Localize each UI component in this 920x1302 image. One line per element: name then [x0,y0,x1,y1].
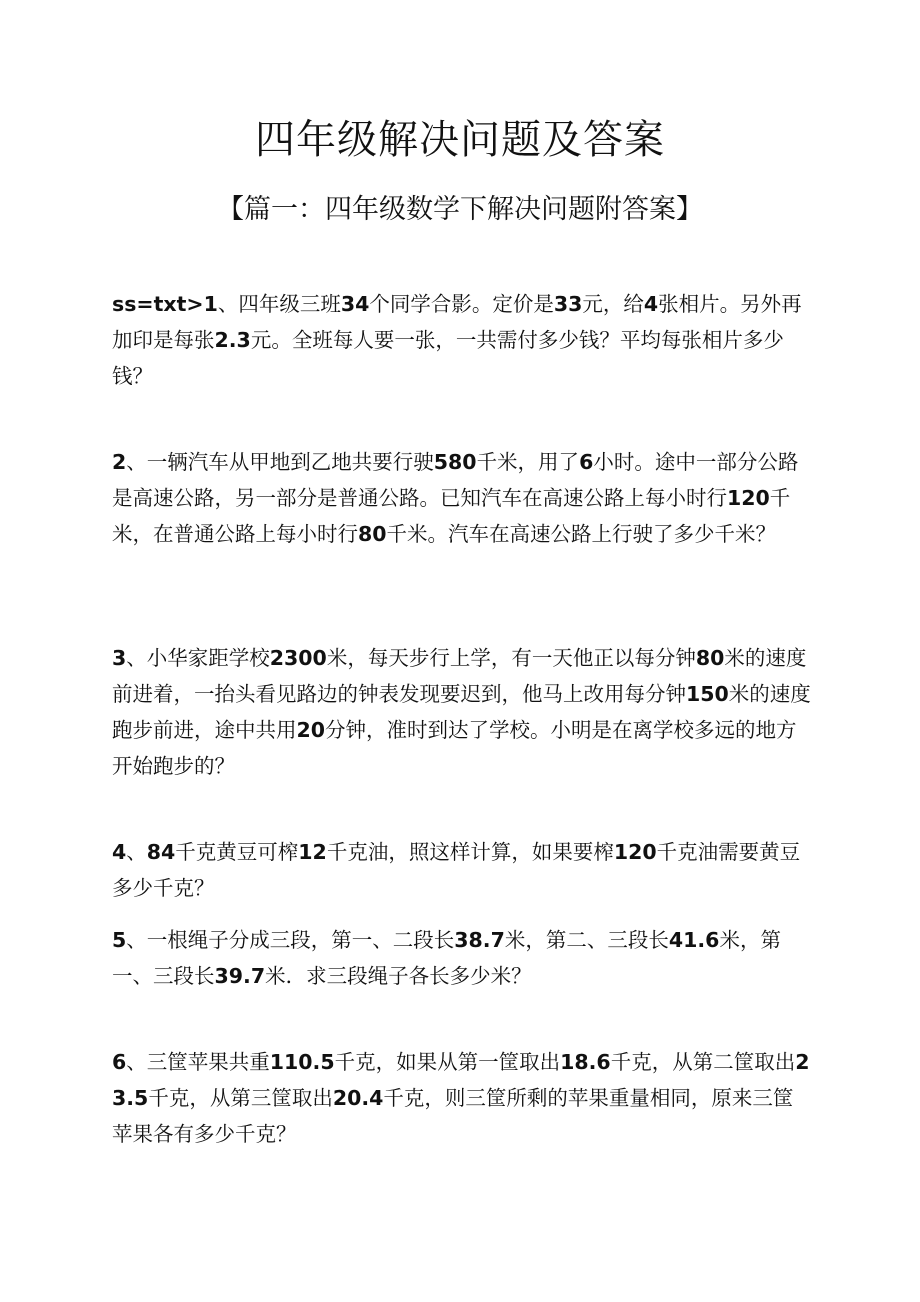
document-subtitle: 【篇一：四年级数学下解决问题附答案】 [217,194,703,225]
problem-6 [112,1044,812,1152]
problem-4 [112,834,812,906]
problem-5-text: 5、一根绳子分成三段，第一、二段长38.7米，第二、三段长41.6米，第一、三段长39.7米．求三段绳子各长多少米？ [112,928,781,988]
problem-6-text: 6、三筐苹果共重110.5千克，如果从第一筐取出18.6千克，从第二筐取出23.5千克，从第三筐取出20.4千克，则三筐所剩的苹果重量相同，原来三筐苹果各有多少千克？ [112,1050,810,1146]
document-title: 四年级解决问题及答案 [255,117,665,163]
problem-1 [112,286,812,394]
problem-3 [112,640,812,784]
problem-3-text: 3、小华家距学校2300米，每天步行上学，有一天他正以每分钟80米的速度前进着，一抬头看见路边的钟表发现要迟到，他马上改用每分钟150米的速度跑步前进，途中共用20分钟，准时到达了学校。小明是在离学校多远的地方开始跑步的？ [112,646,811,778]
problem-5 [112,922,812,994]
problem-4-text: 4、84千克黄豆可榨12千克油，照这样计算，如果要榨120千克油需要黄豆多少千克？ [112,840,801,900]
problem-2 [112,444,812,552]
problem-1-text: ss=txt>1、四年级三班34个同学合影。定价是33元，给4张相片。另外再加印是每张2.3元。全班每人要一张，一共需付多少钱？平均每张相片多少钱？ [112,292,802,388]
problem-2-text: 2、一辆汽车从甲地到乙地共要行驶580千米，用了6小时。途中一部分公路是高速公路，另一部分是普通公路。已知汽车在高速公路上每小时行120千米，在普通公路上每小时行80千米。汽车在高速公路上行驶了多少千米？ [112,450,799,546]
